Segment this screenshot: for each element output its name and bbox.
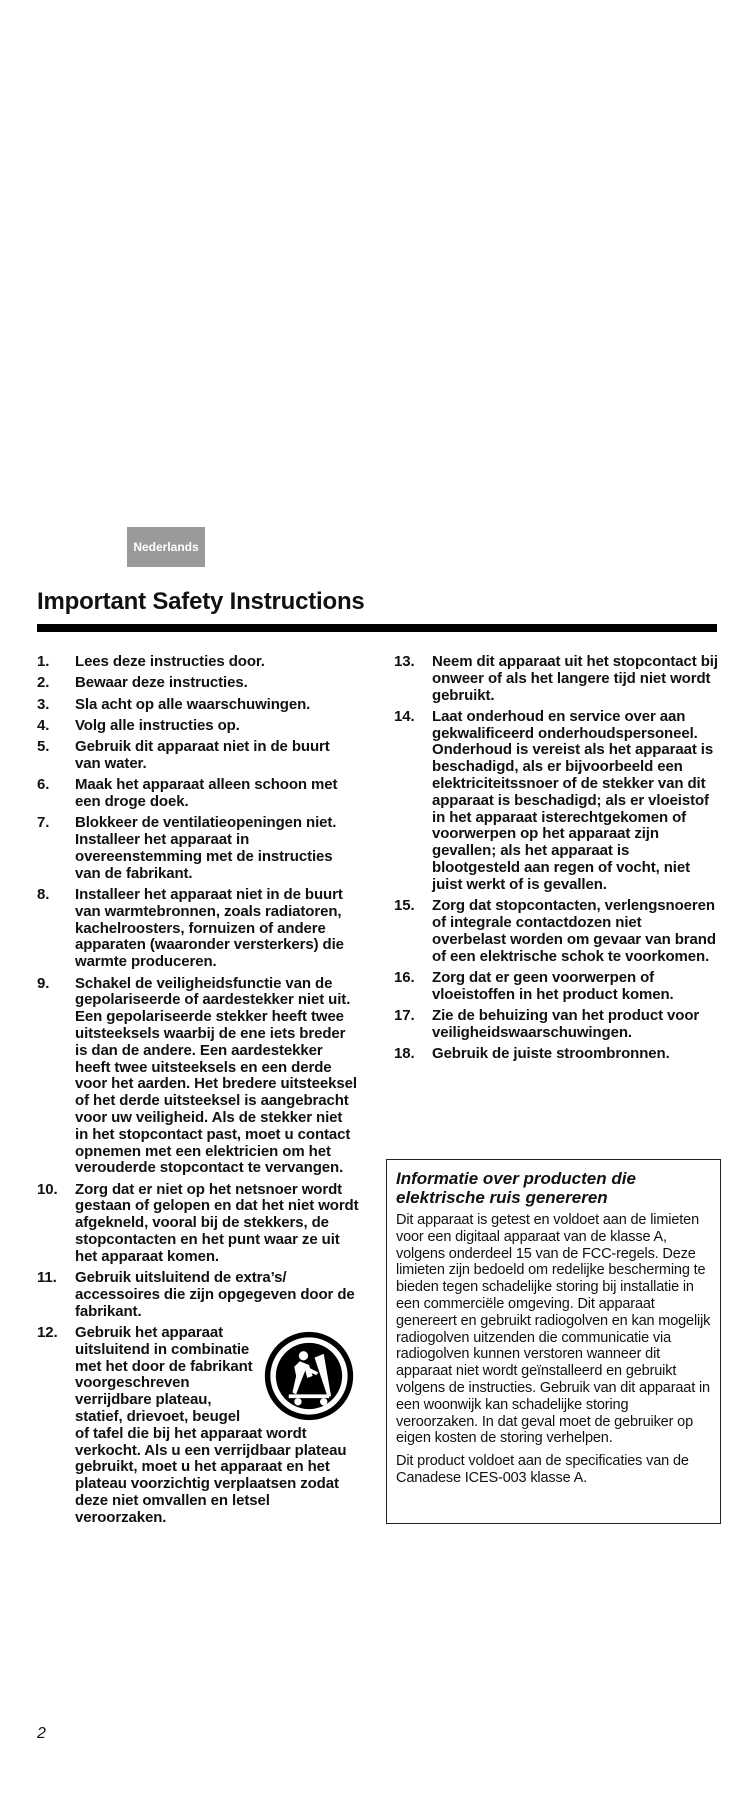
instruction-text: Volg alle instructies op. <box>75 716 240 734</box>
instruction-number: 17. <box>394 1006 415 1024</box>
instruction-text: Gebruik uitsluitend de extra’s/ accessoires die zijn opgegeven door de fabrikant. <box>75 1269 355 1320</box>
instruction-text: Schakel de veiligheidsfunctie van de gepolariseerde of aardestekker niet uit. Een gepolariseerde stekker heeft twee uitsteeksels waarbij de ene iets breder is dan de andere. Een aardestekker heeft twee uitsteeksels en een derde voor het aarden. Het bredere uitsteeksel of het derde uitsteeksel is aangebracht voor uw veiligheid. Als de stekker niet in het stopcontact past, moet u contact opnemen met een elektricien om het verouderde stopcontact te vervangen. <box>75 974 357 1177</box>
instruction-text-with-icon <box>75 1325 359 1527</box>
instruction-item <box>37 739 359 773</box>
instruction-number: 13. <box>394 653 415 670</box>
instruction-item <box>37 697 359 714</box>
instruction-number: 3. <box>37 695 50 713</box>
instruction-item <box>37 887 359 971</box>
instruction-text: Neem dit apparaat uit het stopcontact bij onweer of als het langere tijd niet wordt gebruikt. <box>432 653 718 704</box>
instruction-item <box>37 815 359 882</box>
instruction-number: 15. <box>394 897 415 915</box>
instruction-item <box>37 777 359 811</box>
instruction-item <box>37 1325 359 1527</box>
instructions-left-column <box>37 654 359 1531</box>
instruction-text: Zorg dat stopcontacten, verlengsnoeren of integrale contactdozen niet overbelast worden om gevaar van brand of een elektrische schok te voorkomen. <box>432 897 716 965</box>
instruction-item <box>37 1270 359 1320</box>
instruction-number: 6. <box>37 776 50 794</box>
title-rule <box>37 624 717 632</box>
instruction-item <box>37 675 359 692</box>
ices-notice-paragraph: Dit product voldoet aan de specificaties van de Canadese ICES-003 klasse A. <box>396 1453 689 1486</box>
instruction-number: 18. <box>394 1045 415 1063</box>
instruction-text: Gebruik het apparaat uitsluitend in combinatie met het door de fabrikant voorgeschreven verrijdbare plateau, statief, drievoet, beugel of tafel die bij het apparaat wordt verkocht. Als u een verrijdbaar plateau gebruikt, moet u het apparaat en het plateau voorzichtig verplaatsen zodat deze niet omvallen en letsel veroorzaken. <box>75 1323 347 1526</box>
instruction-item <box>37 654 359 671</box>
instruction-text: Gebruik de juiste stroombronnen. <box>432 1045 670 1063</box>
instruction-item <box>394 1008 719 1042</box>
page-number: 2 <box>37 1725 46 1742</box>
instruction-text: Sla acht op alle waarschuwingen. <box>75 695 311 713</box>
instruction-number: 14. <box>394 707 415 725</box>
instruction-number: 2. <box>37 674 50 692</box>
instructions-right-column <box>394 654 719 1067</box>
instruction-number: 4. <box>37 716 50 734</box>
instruction-item <box>394 1046 719 1063</box>
cart-tip-over-warning-icon <box>261 1327 357 1425</box>
instruction-number: 11. <box>37 1269 57 1287</box>
instruction-number: 1. <box>37 653 50 670</box>
instruction-text: Zie de behuizing van het product voor veiligheidswaarschuwingen. <box>432 1006 700 1041</box>
instruction-text: Blokkeer de ventilatieopeningen niet. Installeer het apparaat in overeenstemming met de instructies van de fabrikant. <box>75 814 337 882</box>
instruction-text: Laat onderhoud en service over aan gekwalificeerd onderhoudspersoneel. Onderhoud is vereist als het apparaat is beschadigd, als er bijvoorbeeld een elektriciteitssnoer of de stekker van dit apparaat is beschadigd; als er vloeistof in het apparaat isterechtgekomen of voorwerpen op het apparaat zijn gevallen; als het apparaat is blootgesteld aan regen of vocht, niet juist werkt of is gevallen. <box>432 707 714 893</box>
instruction-number: 12. <box>37 1323 58 1341</box>
instruction-number: 9. <box>37 974 50 992</box>
language-tab: Nederlands <box>127 527 205 567</box>
instruction-item <box>37 1182 359 1266</box>
instruction-item <box>394 709 719 894</box>
instruction-text: Maak het apparaat alleen schoon met een droge doek. <box>75 776 338 811</box>
instruction-text: Gebruik dit apparaat niet in de buurt van water. <box>75 738 330 772</box>
instruction-item <box>37 718 359 735</box>
instruction-item <box>394 898 719 965</box>
instruction-number: 7. <box>37 814 50 832</box>
instruction-text: Lees deze instructies door. <box>75 653 265 670</box>
instruction-text: Zorg dat er geen voorwerpen of vloeistoffen in het product komen. <box>432 968 674 1003</box>
fcc-notice-title: Informatie over producten die elektrische ruis genereren <box>396 1169 636 1207</box>
instruction-number: 5. <box>37 738 50 756</box>
instruction-text: Bewaar deze instructies. <box>75 674 248 692</box>
instruction-item <box>394 970 719 1004</box>
page-title: Important Safety Instructions <box>37 588 365 615</box>
fcc-notice-paragraph: Dit apparaat is getest en voldoet aan de limieten voor een digitaal apparaat van de klasse A, volgens onderdeel 15 van de FCC-regels. Deze limieten zijn bedoeld om redelijke bescherming te bieden tegen schadelijke storing bij installatie in een commerciële omgeving. Dit apparaat genereert en gebruikt radiogolven en kan mogelijk radiogolven uitzenden die communicatie via radiogolven kunnen verstoren wanneer dit apparaat niet wordt geïnstalleerd en gebruikt volgens de instructies. Gebruik van dit apparaat in een woonwijk kan schadelijke storing veroorzaken. In dat geval moet de gebruiker op eigen kosten de storing verhelpen. <box>396 1212 711 1447</box>
instruction-item <box>394 654 719 704</box>
instruction-item <box>37 976 359 1178</box>
instruction-number: 16. <box>394 968 415 986</box>
instruction-number: 8. <box>37 886 50 904</box>
instruction-text: Installeer het apparaat niet in de buurt van warmtebronnen, zoals radiatoren, kachelroosters, fornuizen of andere apparaten (waaronder versterkers) die warmte produceren. <box>75 886 344 971</box>
instruction-number: 10. <box>37 1180 58 1198</box>
instruction-text: Zorg dat er niet op het netsnoer wordt gestaan of gelopen en dat het niet wordt afgekneld, vooral bij de stekkers, de stopcontacten en het punt waar ze uit het apparaat komen. <box>75 1180 359 1265</box>
fcc-notice-box <box>386 1159 721 1524</box>
